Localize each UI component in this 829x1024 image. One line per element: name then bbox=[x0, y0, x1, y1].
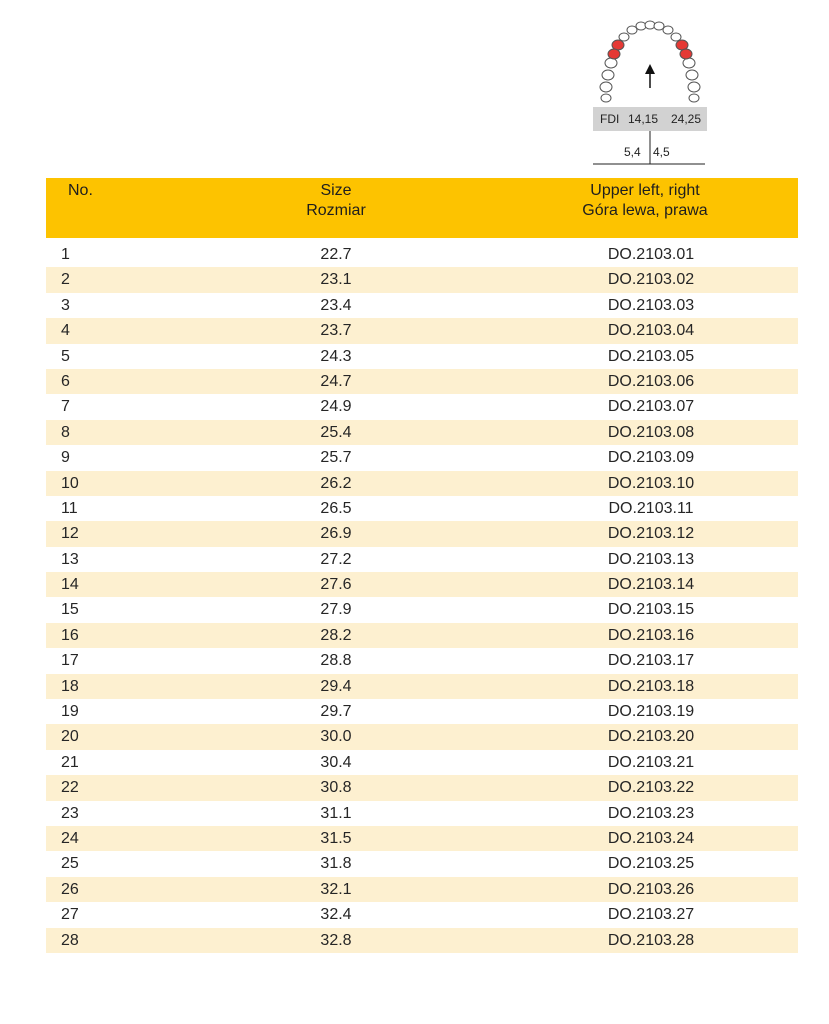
header-upper bbox=[550, 181, 740, 221]
fdi-left-teeth: 14,15 bbox=[628, 112, 659, 126]
row-code: DO.2103.03 bbox=[607, 296, 695, 314]
row-size: 22.7 bbox=[320, 246, 352, 263]
row-size: 29.4 bbox=[320, 677, 352, 695]
row-number: 26 bbox=[61, 880, 79, 898]
header-upper-en: Upper left, right bbox=[590, 182, 700, 199]
row-code: DO.2103.23 bbox=[607, 804, 695, 822]
table-row bbox=[46, 877, 798, 902]
table-row bbox=[46, 471, 798, 496]
row-code: DO.2103.26 bbox=[607, 880, 695, 898]
row-code: DO.2103.02 bbox=[607, 271, 695, 289]
row-number: 20 bbox=[61, 728, 79, 746]
table-row bbox=[46, 293, 798, 318]
row-size: 23.1 bbox=[320, 271, 352, 289]
row-number: 24 bbox=[61, 829, 79, 847]
row-number: 23 bbox=[61, 804, 79, 822]
header-upper-pl: Góra lewa, prawa bbox=[582, 202, 708, 219]
row-number: 25 bbox=[61, 855, 79, 873]
row-size: 31.8 bbox=[320, 855, 352, 873]
row-code: DO.2103.04 bbox=[607, 322, 695, 340]
header-size bbox=[276, 181, 396, 221]
table-row bbox=[46, 902, 798, 927]
row-size: 24.3 bbox=[320, 347, 352, 365]
table-row bbox=[46, 674, 798, 699]
table-row bbox=[46, 724, 798, 749]
row-number: 7 bbox=[61, 398, 70, 416]
row-number: 1 bbox=[61, 246, 70, 263]
quadrant-cross bbox=[590, 131, 710, 181]
row-code: DO.2103.21 bbox=[607, 753, 695, 771]
table-row bbox=[46, 394, 798, 419]
row-number: 21 bbox=[61, 753, 79, 771]
dental-arch-icon bbox=[590, 20, 710, 110]
table-row bbox=[46, 369, 798, 394]
row-code: DO.2103.27 bbox=[607, 906, 695, 924]
row-number: 15 bbox=[61, 601, 79, 619]
row-code: DO.2103.28 bbox=[607, 931, 695, 949]
row-size: 30.4 bbox=[320, 753, 352, 771]
table-row bbox=[46, 826, 798, 851]
row-number: 27 bbox=[61, 906, 79, 924]
row-number: 19 bbox=[61, 703, 79, 721]
header-size-en: Size bbox=[320, 182, 352, 199]
table-row bbox=[46, 420, 798, 445]
row-number: 18 bbox=[61, 677, 79, 695]
row-code: DO.2103.17 bbox=[607, 652, 695, 670]
row-number: 10 bbox=[61, 474, 79, 492]
row-size: 23.7 bbox=[320, 322, 352, 340]
row-number: 4 bbox=[61, 322, 70, 340]
row-size: 28.8 bbox=[320, 652, 352, 670]
row-size: 28.2 bbox=[320, 626, 352, 644]
row-number: 22 bbox=[61, 779, 79, 797]
row-code: DO.2103.25 bbox=[607, 855, 695, 873]
row-code: DO.2103.12 bbox=[607, 525, 695, 543]
row-size: 32.8 bbox=[320, 931, 352, 949]
row-code: DO.2103.15 bbox=[607, 601, 695, 619]
table-row bbox=[46, 597, 798, 622]
row-number: 12 bbox=[61, 525, 79, 543]
table-row bbox=[46, 496, 798, 521]
row-size: 32.1 bbox=[320, 880, 352, 898]
table-row bbox=[46, 775, 798, 800]
row-code: DO.2103.10 bbox=[607, 474, 695, 492]
row-code: DO.2103.01 bbox=[607, 246, 695, 263]
table-row bbox=[46, 521, 798, 546]
row-number: 2 bbox=[61, 271, 70, 289]
row-code: DO.2103.18 bbox=[607, 677, 695, 695]
row-size: 30.0 bbox=[320, 728, 352, 746]
row-number: 17 bbox=[61, 652, 79, 670]
row-number: 28 bbox=[61, 931, 79, 949]
row-number: 9 bbox=[61, 449, 70, 467]
row-code: DO.2103.06 bbox=[607, 372, 695, 390]
row-code: DO.2103.05 bbox=[607, 347, 695, 365]
row-size: 31.1 bbox=[320, 804, 352, 822]
row-number: 14 bbox=[61, 576, 79, 594]
table-row bbox=[46, 318, 798, 343]
row-code: DO.2103.13 bbox=[607, 550, 695, 568]
row-size: 32.4 bbox=[320, 906, 352, 924]
row-code: DO.2103.24 bbox=[607, 829, 695, 847]
table-row bbox=[46, 267, 798, 292]
table-header bbox=[46, 178, 798, 238]
row-number: 8 bbox=[61, 423, 70, 441]
row-number: 3 bbox=[61, 296, 70, 314]
row-size: 30.8 bbox=[320, 779, 352, 797]
row-size: 26.2 bbox=[320, 474, 352, 492]
header-size-pl: Rozmiar bbox=[306, 202, 366, 219]
table-body bbox=[46, 242, 798, 953]
row-size: 24.7 bbox=[320, 372, 352, 390]
row-code: DO.2103.08 bbox=[607, 423, 695, 441]
row-code: DO.2103.19 bbox=[607, 703, 695, 721]
row-size: 27.2 bbox=[320, 550, 352, 568]
row-size: 27.6 bbox=[320, 576, 352, 594]
table-row bbox=[46, 801, 798, 826]
row-number: 11 bbox=[61, 499, 78, 517]
row-number: 16 bbox=[61, 626, 79, 644]
row-code: DO.2103.07 bbox=[607, 398, 695, 416]
row-number: 5 bbox=[61, 347, 70, 365]
row-size: 29.7 bbox=[320, 703, 352, 721]
row-number: 6 bbox=[61, 372, 70, 390]
table-row bbox=[46, 242, 798, 267]
row-code: DO.2103.14 bbox=[607, 576, 695, 594]
row-number: 13 bbox=[61, 550, 79, 568]
table-row bbox=[46, 648, 798, 673]
table-row bbox=[46, 344, 798, 369]
row-size: 31.5 bbox=[320, 829, 352, 847]
upper-arch-diagram bbox=[590, 20, 710, 175]
row-size: 26.5 bbox=[320, 499, 352, 517]
row-size: 23.4 bbox=[320, 296, 352, 314]
quadrant-left-teeth: 5,4 bbox=[624, 145, 641, 159]
table-row bbox=[46, 851, 798, 876]
table-row bbox=[46, 623, 798, 648]
row-code: DO.2103.11 bbox=[608, 499, 694, 517]
quadrant-right-teeth: 4,5 bbox=[653, 145, 670, 159]
table-row bbox=[46, 928, 798, 953]
row-code: DO.2103.09 bbox=[607, 449, 695, 467]
fdi-notation bbox=[593, 107, 707, 131]
fdi-label: FDI bbox=[600, 112, 620, 126]
table-row bbox=[46, 445, 798, 470]
row-size: 25.7 bbox=[320, 449, 352, 467]
row-code: DO.2103.16 bbox=[607, 626, 695, 644]
table-row bbox=[46, 699, 798, 724]
row-code: DO.2103.20 bbox=[607, 728, 695, 746]
row-size: 26.9 bbox=[320, 525, 352, 543]
row-size: 25.4 bbox=[320, 423, 352, 441]
row-size: 27.9 bbox=[320, 601, 352, 619]
row-code: DO.2103.22 bbox=[607, 779, 695, 797]
table-row bbox=[46, 572, 798, 597]
table-row bbox=[46, 547, 798, 572]
table-row bbox=[46, 750, 798, 775]
fdi-right-teeth: 24,25 bbox=[671, 112, 702, 126]
header-no: No. bbox=[68, 182, 93, 199]
row-size: 24.9 bbox=[320, 398, 352, 416]
